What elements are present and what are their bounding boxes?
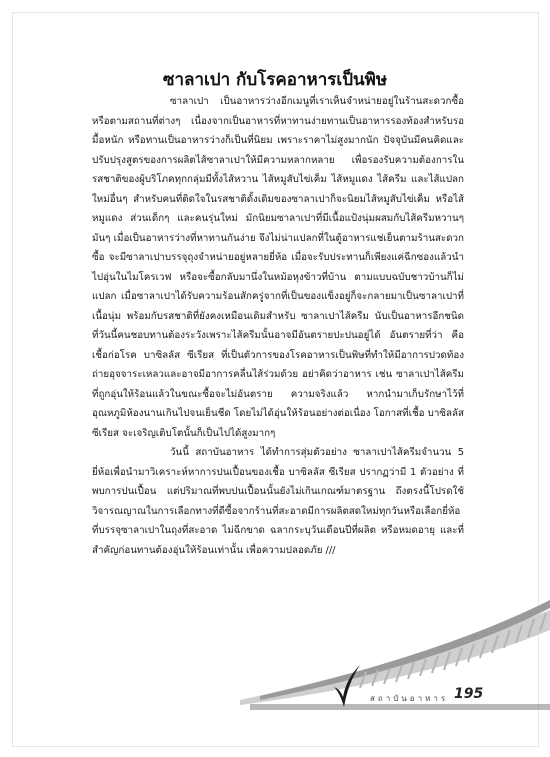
article-paragraph-2: วันนี้ สถาบันอาหาร ได้ทำการสุ่มตัวอย่าง ซาลาเปาไส้ครีมจำนวน 5 ยี่ห้อเพื่อนำมาวิเคราะห์หาการปนเปื้อนของเชื้อ บาซิลลัส ซีเรียส ปรากฏว่ามี 1 ตัวอย่าง ที่พบการปนเปื้อน แต่ปริมาณที่พบปนเปื้อนนั้นยังไม่เกินเกณฑ์มาตรฐาน ถึงตรงนี้โปรดใช้วิจารณญาณในการเลือกทางที่ดีซื้อจากร้านที่สะอาดมีการผลิตสดใหม่ทุกวันหรือเลือกยี่ห้อที่บรรจุซาลาเปาในถุงที่สะอาด ไม่ฉีกขาด ฉลากระบุวันเดือนปีที่ผลิต หรือหมดอายุ และที่สำคัญก่อนทานต้องอุ่นให้ร้อนเท่านั้น เพื่อความปลอดภัย /// [92, 447, 464, 556]
footer-publisher: สถาบันอาหาร [370, 694, 449, 703]
article-title: ซาลาเปา กับโรคอาหารเป็นพิษ [162, 70, 388, 90]
article-paragraph-1: ซาลาเปา เป็นอาหารว่างอีกเมนูที่เราเห็นจำหน่ายอยู่ในร้านสะดวกซื้อหรือตามสถานที่ต่างๆ เนื่องจากเป็นอาหารที่หาทานง่ายทานเป็นอาหารรองท้องสำหรับรอมื้อหนัก หรือทานเป็นอาหารว่างก็เป็นที่นิยม เพราะราคาไม่สูงมากนัก ปัจจุบันมีคนคิดและปรับปรุงสูตรของการผลิตไส้ซาลาเปาให้มีความหลากหลาย เพื่อรองรับความต้องการในรสชาติของผู้บริโภคทุกกลุ่มมีทั้งไส้หวาน ไส้หมูสับไข่เค็ม ไส้หมูแดง ไส้ครีม และไส้แปลกใหม่อื่นๆ สำหรับคนที่ติดใจในรสชาติดั้งเดิมของซาลาเปาก็จะนิยมไส้หมูสับไข่เค็ม หรือไส้หมูแดง ส่วนเด็กๆ และคนรุ่นใหม่ มักนิยมซาลาเปาที่มีเนื้อแป้งนุ่มผสมกับไส้ครีมหวานๆ มันๆ เมื่อเป็นอาหารว่างที่หาทานกันง่าย จึงไม่น่าแปลกที่ในตู้อาหารแช่เย็นตามร้านสะดวกซื้อ จะมีซาลาเปาบรรจุถุงจำหน่ายอยู่หลายยี่ห้อ เมื่อจะรับประทานก็เพียงแค่ฉีกซองแล้วนำไปอุ่นในไมโครเวฟ หรือจะซื้อกลับมานึ่งในหม้อหุงข้าวที่บ้าน ตามแบบฉบับชาวบ้านก็ไม่แปลก เมื่อซาลาเปาได้รับความร้อนสักครู่จากที่เป็นของแข็งอยู่ก็จะกลายมาเป็นซาลาเปาที่เนื้อนุ่ม พร้อมกับรสชาติที่ยังคงเหมือนเดิมสำหรับ ซาลาเปาไส้ครีม นับเป็นอาหารอีกชนิด ที่วันนี้คนชอบทานต้องระวังเพราะไส้ครีมนั้นอาจมีอันตรายปะปนอยู่ได้ อันตรายที่ว่า คือ เชื้อก่อโรค บาซิลลัส ซีเรียส ที่เป็นตัวการของโรคอาหารเป็นพิษที่ทำให้มีอาการปวดท้อง ถ่ายอุจจาระเหลวและอาจมีอาการคลื่นไส้ร่วมด้วย อย่าคิดว่าอาหาร เช่น ซาลาเปาไส้ครีม ที่ถูกอุ่นให้ร้อนแล้วในขณะซื้อจะไม่อันตราย ความจริงแล้ว หากนำมาเก็บรักษาไว้ที่อุณหภูมิห้องนานเกินไปจนเย็นชืด โดยไม่ได้อุ่นให้ร้อนอย่างต่อเนื่อง โอกาสที่เชื้อ บาซิลลัส ซีเรียส จะเจริญเติบโตนั้นก็เป็นไปได้สูงมากๆ [92, 96, 464, 439]
check-mark-logo-icon [332, 663, 362, 709]
article-body [92, 92, 464, 560]
footer-swoosh-decoration [0, 600, 550, 757]
page-number: 195 [454, 686, 484, 702]
